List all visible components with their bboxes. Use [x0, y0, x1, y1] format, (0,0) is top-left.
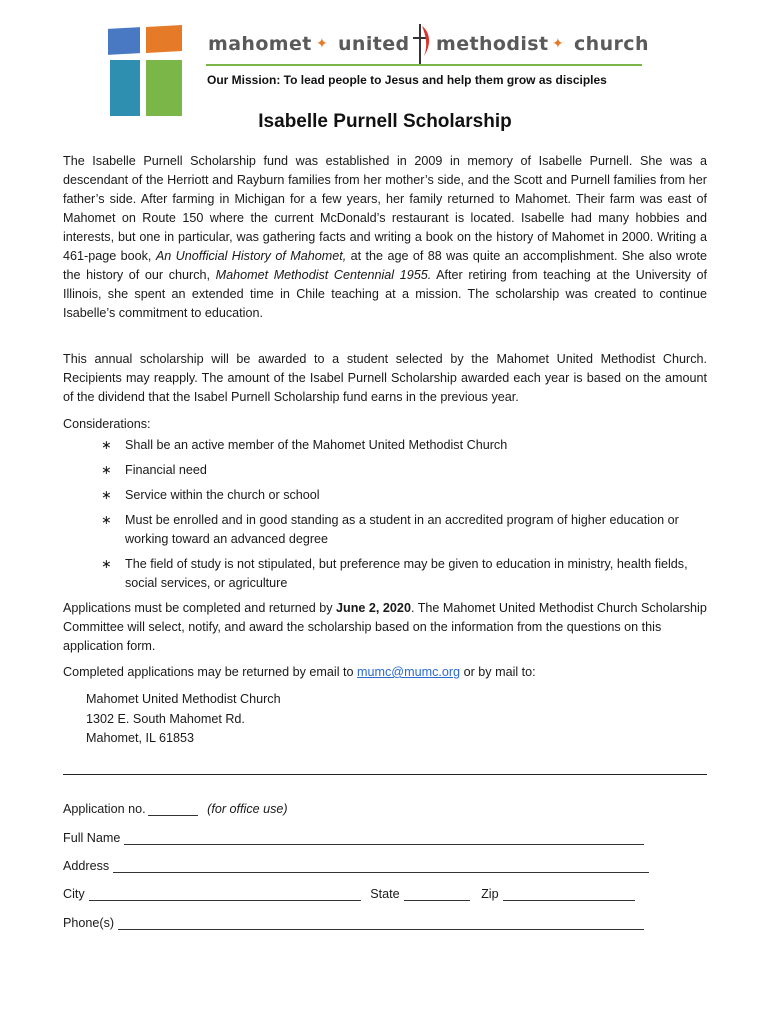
church-logo: [106, 26, 184, 120]
logo-square-orange: [146, 25, 182, 53]
brand-word-mahomet: mahomet: [208, 33, 312, 55]
cross-and-flame-icon: [408, 22, 434, 66]
city-label: City: [63, 887, 85, 901]
separator-icon: ✦: [552, 36, 565, 52]
application-number-row: [63, 801, 288, 816]
address-line: Mahomet United Methodist Church: [86, 692, 281, 706]
list-item: ∗ The field of study is not stipulated, but preference may be given to education in ministry, health fields, social services, or agriculture: [101, 557, 688, 590]
history-paragraph: The Isabelle Purnell Scholarship fund was established in 2009 in memory of Isabelle Purnell. She was a descendant of the Herriott and Rayburn families from her mother’s side, and the Scott and Purnell families from her father’s side. After farming in Michigan for a few years, her family returned to Mahomet. Their farm was east of Mahomet on Route 150 where the current McDonald’s restaurant is located. Isabelle had many hobbies and interests, but one in particular, was gathering facts and writing a book on the history of Mahomet in 2000. Writing a 461-page book, An Unofficial History of Mahomet, at the age of 88 was quite an accomplishment. She also wrote the history of our church, Mahomet Methodist Centennial 1955. After retiring from teaching at the University of Illinois, she spent an extended time in Chile teaching at a mission. The scholarship was created to continue Isabelle’s commitment to education.: [63, 154, 707, 320]
logo-square-green: [146, 60, 182, 116]
full-name-row: [63, 830, 644, 845]
deadline-date: June 2, 2020: [336, 601, 411, 615]
phone-label: Phone(s): [63, 916, 115, 930]
address-field[interactable]: [113, 858, 649, 873]
list-item: ∗ Service within the church or school: [63, 486, 707, 505]
header-rule: [206, 64, 642, 66]
address-line: 1302 E. South Mahomet Rd.: [86, 711, 245, 726]
brand-word-united: united: [338, 33, 410, 55]
address-row: [63, 858, 649, 873]
address-label: Address: [63, 859, 110, 873]
application-no-label: Application no.: [63, 802, 146, 816]
phone-row: [63, 915, 644, 930]
considerations-section: [63, 415, 707, 599]
full-name-label: Full Name: [63, 831, 121, 845]
logo-square-blue: [108, 27, 140, 55]
bullet-icon: ∗: [101, 488, 112, 502]
award-paragraph: This annual scholarship will be awarded to a student selected by the Mahomet United Methodist Church. Recipients may reapply. The amount of the Isabel Purnell Scholarship awarded each year is based on the amount of the dividend that the Isabel Purnell Scholarship fund earns in the previous year.: [63, 352, 707, 404]
bullet-icon: ∗: [101, 463, 112, 477]
phone-field[interactable]: [118, 915, 644, 930]
deadline-paragraph: Applications must be completed and returned by June 2, 2020. The Mahomet United Methodist Church Scholarship Committee will select, notify, and award the scholarship based on the information from the questions on this application form.: [63, 601, 707, 653]
list-item: ∗ Financial need: [63, 461, 707, 480]
state-field[interactable]: [404, 886, 470, 901]
mailing-address: [86, 690, 281, 749]
considerations-label: Considerations:: [63, 417, 151, 431]
email-link[interactable]: mumc@mumc.org: [357, 665, 461, 679]
application-no-field[interactable]: [148, 801, 198, 816]
mission-statement: Our Mission: To lead people to Jesus and help them grow as disciples: [207, 73, 607, 87]
book-title: An Unofficial History of Mahomet,: [155, 249, 347, 263]
brand-word-methodist: methodist: [436, 33, 549, 55]
zip-field[interactable]: [503, 886, 635, 901]
list-item: ∗ Must be enrolled and in good standing as a student in an accredited program of higher education or working toward an advanced degree: [101, 513, 679, 546]
full-name-field[interactable]: [124, 830, 644, 845]
zip-label: Zip: [481, 887, 499, 901]
address-line: Mahomet, IL 61853: [86, 731, 195, 745]
bullet-icon: ∗: [101, 513, 112, 527]
church-history-title: Mahomet Methodist Centennial 1955.: [215, 268, 432, 282]
return-paragraph: Completed applications may be returned by email to mumc@mumc.org or by mail to:: [63, 665, 536, 679]
separator-icon: ✦: [316, 36, 329, 52]
considerations-list: [63, 436, 707, 593]
brand-word-church: church: [574, 33, 649, 55]
list-item: ∗ Shall be an active member of the Mahomet United Methodist Church: [63, 436, 707, 455]
city-state-zip-row: [63, 886, 707, 901]
office-use-note: (for office use): [207, 802, 288, 816]
bullet-icon: ∗: [101, 438, 112, 452]
city-field[interactable]: [89, 886, 361, 901]
state-label: State: [370, 887, 400, 901]
bullet-icon: ∗: [101, 557, 112, 571]
logo-square-teal: [110, 60, 140, 116]
page-title: Isabelle Purnell Scholarship: [258, 111, 512, 132]
section-divider: [63, 774, 707, 775]
